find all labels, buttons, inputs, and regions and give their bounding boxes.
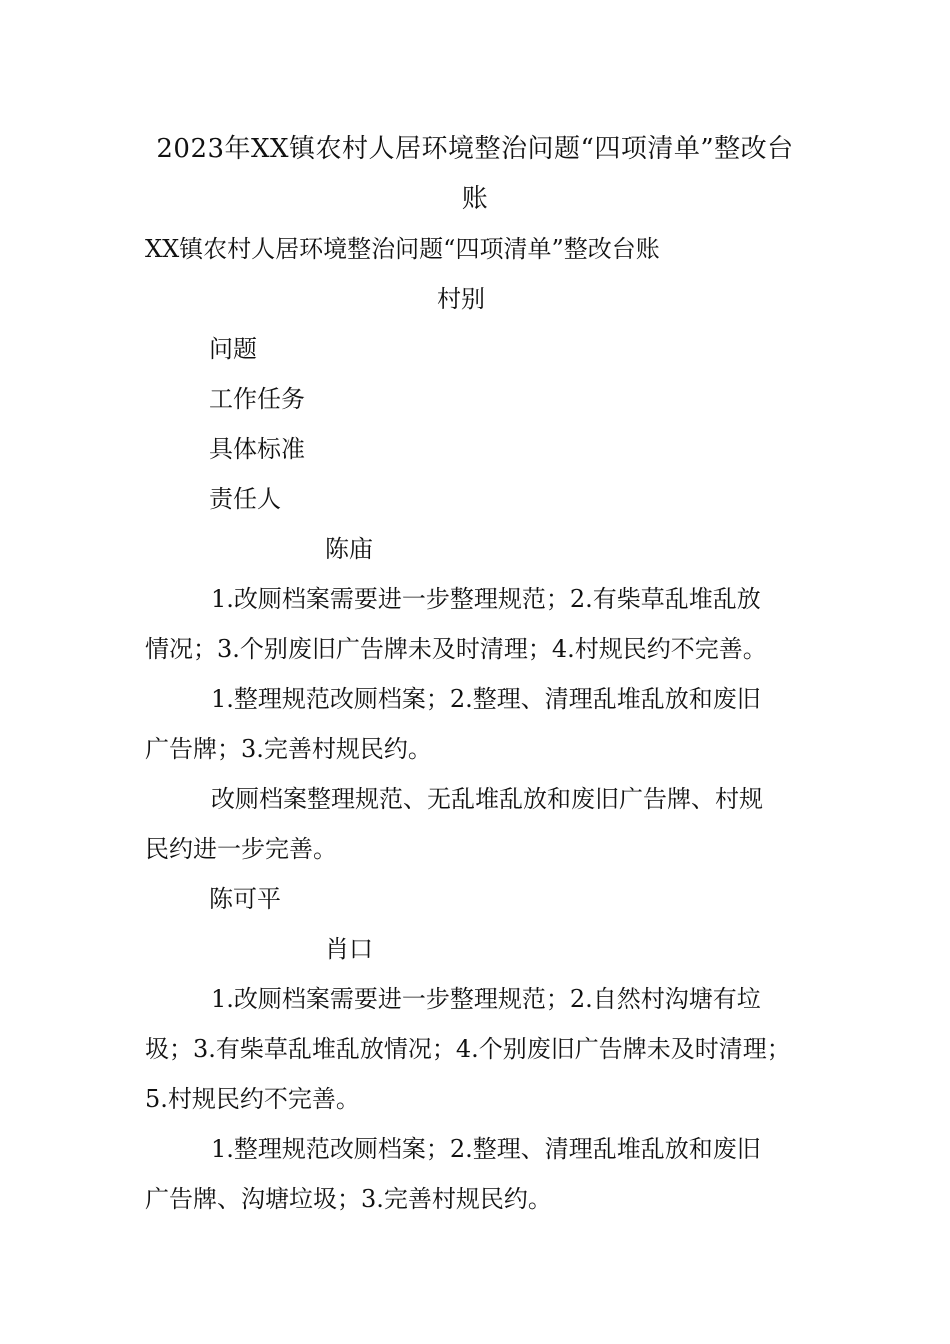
header-standard: 具体标准 [209, 435, 305, 463]
document-title-line2: 账 [461, 184, 489, 214]
village-name: 陈庙 [325, 535, 373, 563]
village1-responsible-person: 陈可平 [209, 885, 281, 913]
village1-task-line2: 广告牌；3.完善村规民约。 [145, 735, 432, 763]
document-title-line1: 2023年XX镇农村人居环境整治问题“四项清单”整改台 [156, 134, 794, 164]
village1-standard-line1: 改厕档案整理规范、无乱堆乱放和废旧广告牌、村规 [211, 785, 763, 813]
header-problem: 问题 [209, 335, 257, 363]
village1-problem-line2: 情况；3.个别废旧广告牌未及时清理；4.村规民约不完善。 [145, 635, 767, 663]
village1-problem-line1: 1.改厕档案需要进一步整理规范；2.有柴草乱堆乱放 [211, 585, 761, 613]
village-name: 肖口 [325, 935, 373, 963]
village2-problem-line3: 5.村规民约不完善。 [145, 1085, 360, 1113]
village2-task-line1: 1.整理规范改厕档案；2.整理、清理乱堆乱放和废旧 [211, 1135, 761, 1163]
village2-problem-line2: 圾；3.有柴草乱堆乱放情况；4.个别废旧广告牌未及时清理； [145, 1035, 791, 1063]
document-subtitle: XX镇农村人居环境整治问题“四项清单”整改台账 [145, 235, 660, 263]
village2-task-line2: 广告牌、沟塘垃圾；3.完善村规民约。 [145, 1185, 552, 1213]
village1-task-line1: 1.整理规范改厕档案；2.整理、清理乱堆乱放和废旧 [211, 685, 761, 713]
village2-problem-line1: 1.改厕档案需要进一步整理规范；2.自然村沟塘有垃 [211, 985, 761, 1013]
header-task: 工作任务 [209, 385, 305, 413]
header-responsible: 责任人 [209, 485, 281, 513]
header-village: 村别 [437, 285, 485, 313]
village1-standard-line2: 民约进一步完善。 [145, 835, 337, 863]
